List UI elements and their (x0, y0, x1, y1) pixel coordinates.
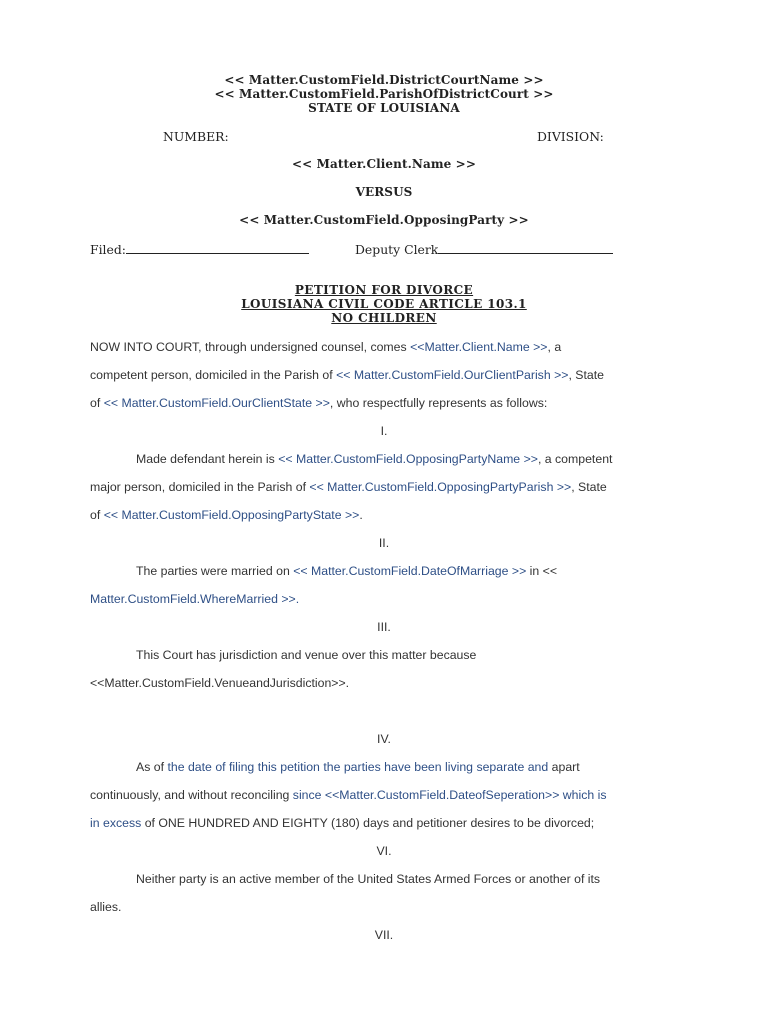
section-2-line-1 (136, 564, 557, 578)
deputy-clerk-field (355, 242, 613, 257)
section-4-line-2 (90, 788, 607, 802)
intro-text: , State (568, 368, 604, 382)
paragraph-text: As of (136, 760, 168, 774)
merge-field: since <<Matter.CustomField.DateofSeperation>> which is (292, 788, 607, 802)
merge-field: << Matter.CustomField.OpposingPartyParish >> (309, 480, 572, 494)
versus-label: VERSUS (355, 185, 413, 199)
intro-text: , a (547, 340, 562, 354)
intro-text: competent person, domiciled in the Parish of (90, 368, 337, 382)
paragraph-text: , a competent (537, 452, 613, 466)
paragraph-text: of ONE HUNDRED AND EIGHTY (180) days and petitioner desires to be divorced; (144, 816, 595, 830)
filed-field (90, 242, 309, 257)
opposing-party: << Matter.CustomField.OpposingParty >> (239, 213, 529, 227)
section-3-line-1: This Court has jurisdiction and venue over this matter because (136, 648, 477, 662)
intro-line-1 (90, 340, 561, 354)
merge-field: << Matter.CustomField.OurClientParish >> (336, 368, 569, 382)
paragraph-text: continuously, and without reconciling (90, 788, 293, 802)
paragraph-text: apart (551, 760, 580, 774)
court-state: STATE OF LOUISIANA (308, 101, 460, 115)
merge-field: << Matter.CustomField.OpposingPartyName >> (278, 452, 538, 466)
client-name: << Matter.Client.Name >> (292, 157, 476, 171)
section-number: VII. (374, 928, 394, 942)
court-parish: << Matter.CustomField.ParishOfDistrictCourt >> (214, 87, 554, 101)
section-number: II. (378, 536, 390, 550)
section-1-line-3 (90, 508, 363, 522)
section-number: III. (377, 620, 391, 634)
section-number: IV. (377, 732, 391, 746)
paragraph-text: major person, domiciled in the Parish of (90, 480, 310, 494)
division-label: DIVISION: (537, 129, 604, 144)
merge-field: << Matter.CustomField.OurClientState >> (103, 396, 330, 410)
section-6-line-1: Neither party is an active member of the United States Armed Forces or another of its (136, 872, 601, 886)
merge-field: << Matter.CustomField.DateOfMarriage >> (293, 564, 527, 578)
intro-text: NOW INTO COURT, through undersigned counsel, comes (90, 340, 411, 354)
petition-title: PETITION FOR DIVORCE (294, 283, 474, 297)
section-6-line-2: allies. (90, 900, 122, 914)
paragraph-text: the date of filing this petition the parties have been living separate and (167, 760, 552, 774)
section-number: VI. (376, 844, 392, 858)
deputy-clerk-label: Deputy Clerk (355, 242, 439, 257)
paragraph-text: in << (526, 564, 558, 578)
filed-label: Filed: (90, 242, 126, 257)
section-3-line-2: <<Matter.CustomField.VenueandJurisdiction>>. (90, 676, 350, 690)
section-4-line-1 (136, 760, 580, 774)
merge-field: << Matter.CustomField.OpposingPartyState >> (103, 508, 360, 522)
section-4-line-3 (90, 816, 594, 830)
section-number: I. (380, 424, 388, 438)
section-1-line-2 (90, 480, 607, 494)
section-1-line-1 (136, 452, 612, 466)
petition-subtitle: NO CHILDREN (331, 311, 437, 325)
intro-line-2 (90, 368, 604, 382)
paragraph-text: in excess (90, 816, 145, 830)
intro-text: , who respectfully represents as follows: (329, 396, 548, 410)
paragraph-text: , State (571, 480, 607, 494)
deputy-clerk-blank-line (438, 242, 613, 254)
intro-line-3 (90, 396, 547, 410)
filed-blank-line (126, 242, 309, 254)
paragraph-text: of (90, 508, 104, 522)
court-name: << Matter.CustomField.DistrictCourtName >> (224, 73, 544, 87)
paragraph-text: . (359, 508, 363, 522)
paragraph-text: Made defendant herein is (136, 452, 279, 466)
section-2-line-2: Matter.CustomField.WhereMarried >>. (90, 592, 300, 606)
intro-text: of (90, 396, 104, 410)
number-label: NUMBER: (163, 129, 229, 144)
petition-article: LOUISIANA CIVIL CODE ARTICLE 103.1 (241, 297, 527, 311)
merge-field: <<Matter.Client.Name >> (410, 340, 548, 354)
paragraph-text: The parties were married on (136, 564, 294, 578)
